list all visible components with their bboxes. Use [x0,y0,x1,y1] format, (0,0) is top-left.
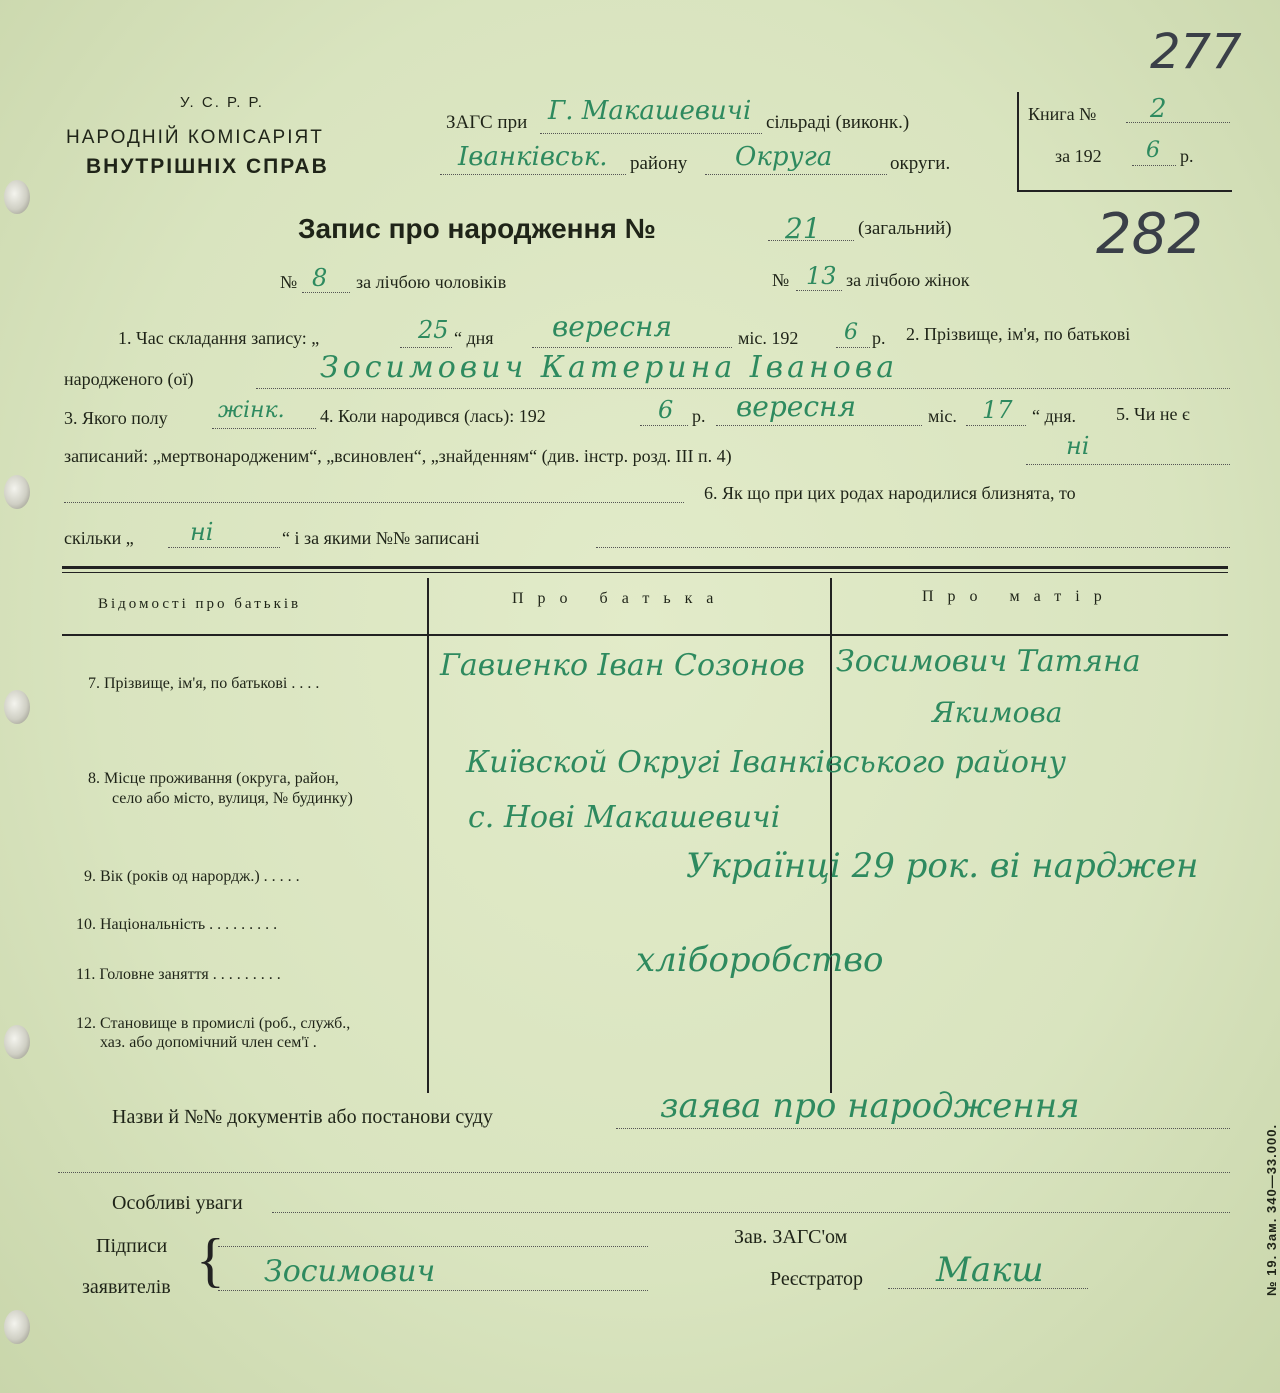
f4-month-label: міс. [928,406,957,426]
archive-number-side: 282 [1096,202,1203,267]
f6-value: ні [190,518,214,546]
residence-line1: Київской Округі Іванківського району [466,745,1067,780]
district-label: району [630,153,688,174]
record-note: (загальний) [858,218,952,239]
f3-value: жінк. [218,398,285,423]
zags-value: Г. Макашевичі [548,96,752,126]
row-label-occupation: 11. Головне заняття . . . . . . . . . [76,966,281,983]
archive-number-top: 277 [1150,24,1242,80]
row-label-residence-1: 8. Місце проживання (округа, район, [88,770,339,787]
f1-day-label: “ дня [454,328,494,348]
women-count-prefix: № [772,270,790,290]
mother-patronymic: Якимова [932,696,1063,729]
table-col-divider-2 [830,578,832,1093]
row-label-name: 7. Прізвище, ім'я, по батькові . . . . [88,675,320,692]
f5-label: 5. Чи не є [1116,404,1190,424]
notes-label: Особливі уваги [112,1192,243,1214]
f1-month: вересня [552,310,673,343]
men-count-line [302,292,350,293]
f2-label-cont: народженого (ої) [64,369,194,389]
occupation: хліборобство [636,940,884,980]
row-label-nationality: 10. Національність . . . . . . . . . [76,916,278,933]
table-top-rule [62,566,1228,569]
mother-name: Зосимович Татяна [836,644,1141,679]
f4-day-label: “ дня. [1032,406,1077,426]
signature-line-1 [218,1246,648,1247]
zags-line [540,133,762,134]
row-label-residence-2: село або місто, вулиця, № будинку) [112,790,353,807]
book-label: Книга № [1028,104,1097,124]
district-line [440,174,626,175]
f4-year-label: р. [692,406,706,426]
row-label-status-1: 12. Становище в промислі (роб., служб., [76,1015,351,1032]
table-header-rule [62,634,1228,636]
age-nationality: Українці 29 рок. ві нарджен [686,846,1199,886]
f1-day: 25 [418,316,449,344]
f1-year: 6 [844,320,858,345]
record-title: Запис про народження № [298,213,656,244]
punch-hole [4,690,30,724]
f5-line [1026,464,1230,465]
registrar-signature: Макш [936,1250,1044,1290]
f6-label: 6. Як що при цих родах народилися близнята, то [704,483,1076,503]
f6-label-cont2: “ і за якими №№ записані [282,528,480,548]
okrug-label: округи. [890,153,951,174]
book-line [1126,122,1230,123]
f1-month-label: міс. 192 [738,328,799,348]
f4-year: 6 [658,396,674,424]
women-count-line [796,290,842,291]
book-value: 2 [1150,94,1167,124]
f4-day: 17 [982,396,1013,424]
f5-label-cont: записаний: „мертвонародженим“, „всиновлен“, „знайденням“ (див. інстр. розд. III п. 4) [64,446,732,466]
registrar-label: Реєстратор [770,1268,864,1290]
district-value: Іванківськ. [458,142,608,172]
f6-numbers-line [596,547,1230,548]
f1-month-line [532,347,732,348]
table-top-rule-2 [62,572,1228,573]
f5-extra-line [64,502,684,503]
f6-line [168,547,280,548]
f4-day-line [966,425,1026,426]
signature-value: Зосимович [264,1254,436,1289]
table-col-divider-1 [427,578,429,1093]
punch-hole [4,1310,30,1344]
signatures-label-1: Підписи [96,1235,168,1257]
f3-label: 3. Якого полу [64,408,168,428]
notes-line [272,1212,1230,1213]
f4-month: вересня [736,390,857,423]
book-year-suffix: р. [1180,146,1194,166]
f5-value: ні [1066,432,1090,460]
punch-hole [4,1025,30,1059]
header-commissariat: НАРОДНІЙ КОМІСАРІЯТ [66,127,324,148]
father-name: Гавиенко Іван Созонов [440,648,805,683]
side-print: № 19. Зам. 340—33.000. [1264,1123,1279,1296]
men-count-prefix: № [280,272,298,292]
signature-line-2 [218,1290,648,1291]
zags-prefix: ЗАГС при [446,112,528,133]
zags-suffix: сільраді (виконк.) [766,112,910,133]
row-label-status-2: хаз. або допомічний член сем'ї . [100,1034,317,1051]
okrug-value: Округа [735,142,833,172]
signatures-brace: { [196,1227,225,1293]
f1-day-line [400,347,452,348]
punch-hole [4,475,30,509]
docs-line-2 [58,1172,1230,1173]
docs-value: заява про народження [660,1086,1080,1126]
f2-label: 2. Прізвище, ім'я, по батькові [906,324,1131,344]
f2-value: Зосимович Катерина Іванова [320,350,899,385]
f1-year-label: р. [872,328,886,348]
book-year-prefix: за 192 [1055,146,1102,166]
docs-line [616,1128,1230,1129]
f3-line [212,428,316,429]
row-label-age: 9. Вік (років од нарордж.) . . . . . [84,868,300,885]
book-year-line [1132,165,1176,166]
table-col3-header: Про матір [922,588,1116,605]
docs-label: Назви й №№ документів або постанови суду [112,1106,493,1128]
men-count-value: 8 [312,264,328,292]
header-ministry: ВНУТРІШНІХ СПРАВ [86,155,329,178]
okrug-line [705,174,887,175]
table-col2-header: Про батька [512,590,728,607]
f4-label: 4. Коли народився (лась): 192 [320,406,546,426]
f1-label: 1. Час складання запису: „ [118,328,320,348]
women-count-value: 13 [806,262,837,290]
f1-year-line [836,347,870,348]
f6-label-cont1: скільки „ [64,528,134,548]
f2-line [256,388,1230,389]
men-count-label: за лічбою чоловіків [356,272,507,292]
women-count-label: за лічбою жінок [846,270,970,290]
punch-hole [4,180,30,214]
head-label: Зав. ЗАГС'ом [734,1226,848,1248]
f4-month-line [716,425,922,426]
residence-line2: с. Нові Макашевичі [468,800,781,835]
f4-year-line [640,425,688,426]
record-number: 21 [785,212,821,245]
book-year-value: 6 [1146,138,1160,163]
header-state: У. С. Р. Р. [180,94,264,111]
table-col1-header: Відомості про батьків [98,596,302,612]
signatures-label-2: заявителів [82,1276,171,1298]
